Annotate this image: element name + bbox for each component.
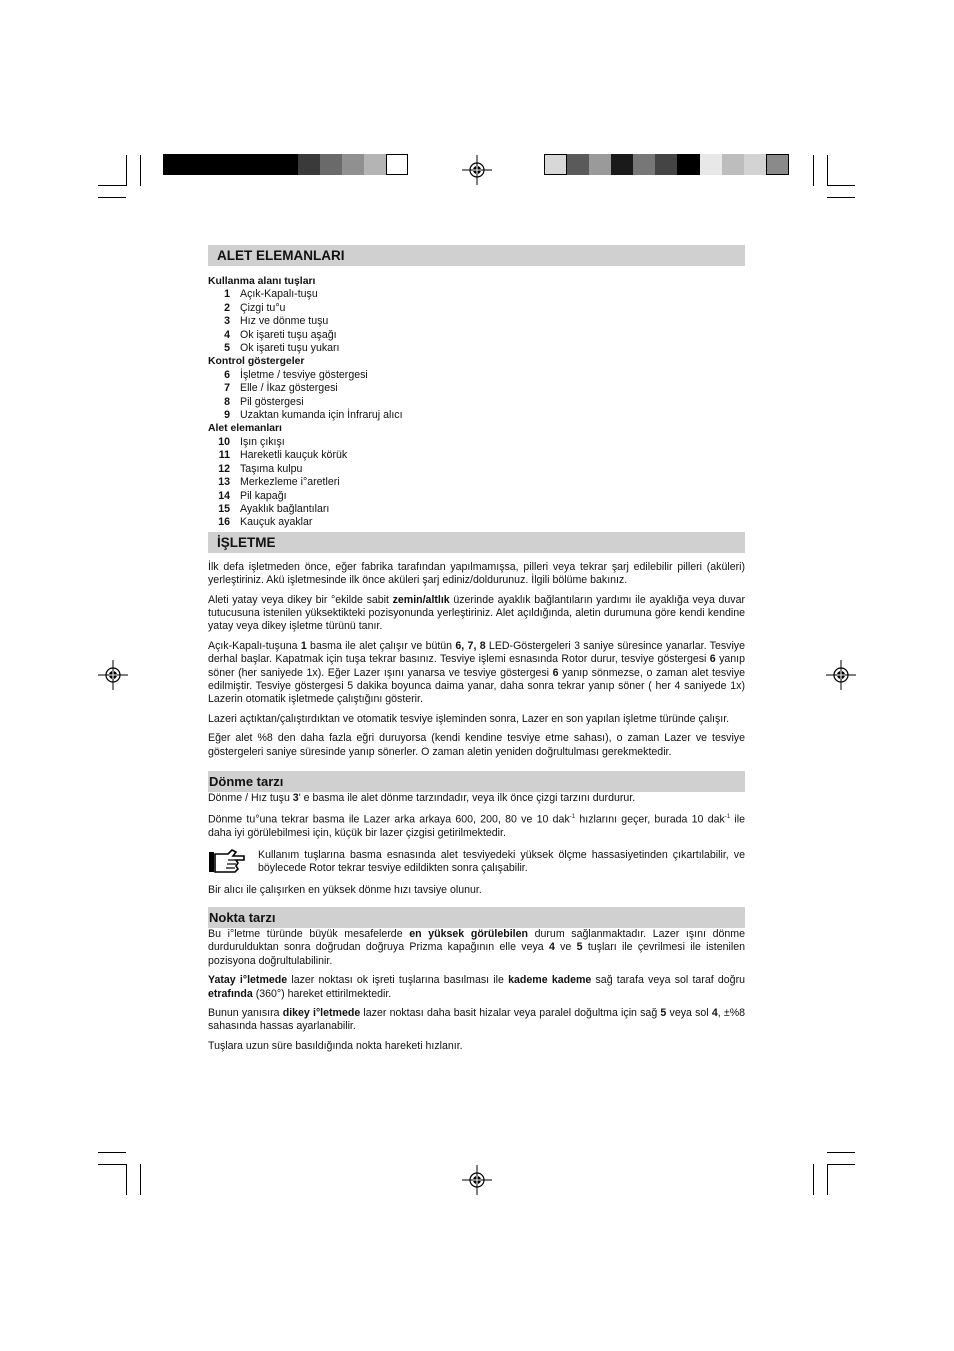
crop-mark (813, 1164, 814, 1195)
paragraph: Açık-Kapalı-tuşuna 1 basma ile alet çalışır ve bütün 6, 7, 8 LED-Göstergeleri 3 saniye süresince yanarlar. Tesviye derhal başlar. Kapatmak için tuşa tekrar basınız. Tesviye işlemi esnasında Rotor durur, tesviye göstergesi 6 yanıp söner (her saniyede 1x). Eğer Lazer ışını yanarsa ve tesviye göstergesi 6 yanıp sönmezse, o zaman alet tesviye edilmiştir. Tesviye göstergesi 5 dakika boyunca daima yanar, daha sonra tekrar yanıp söner ( her 4 saniyede 1x) Lazerin otomatik işletmede çalıştığını gösterir. (208, 639, 746, 706)
paragraph: Bu i°letme türünde büyük mesafelerde en yüksek görülebilen durum sağlanmaktadır. Lazer ışını dönme durdurulduktan sonra doğrudan doğruya Prizma kapağının elle veya 4 ve 5 tuşları ile çevrilmesi ile istenilen pozisyona doğrultulabilinir. (208, 927, 745, 967)
crop-mark (827, 1164, 828, 1195)
pointing-hand-icon (208, 848, 246, 874)
list-item: 16 Kauçuk ayaklar (218, 516, 313, 529)
crop-mark (827, 155, 828, 186)
color-swatch (722, 154, 744, 175)
list-item: 5 Ok işareti tuşu yukarı (224, 342, 340, 355)
crop-mark (98, 197, 126, 198)
list-item: 14 Pil kapağı (218, 489, 287, 502)
paragraph: Bunun yanısıra dikey i°letmede lazer noktası daha basit hizalar veya paralel doğultma için sağ 5 veya sol 4, ±%8 sahasında hassas ayarlanabilir. (208, 1007, 746, 1033)
paragraph: İlk defa işletmeden önce, eğer fabrika tarafından yapılmamışsa, pilleri veya tekrar şarj edilebilir pilleri (aküleri) yerleştiriniz. Akü işletmesinde ilk önce aküleri şarj ediniz/doldurunuz. İlgili bölüme bakınız. (208, 560, 745, 587)
color-swatch (364, 154, 386, 175)
note-block (208, 847, 745, 876)
list-item: 13 Merkezleme i°aretleri (218, 476, 340, 489)
color-swatch (700, 154, 722, 175)
paragraph: Bir alıcı ile çalışırken en yüksek dönme hızı tavsiye olunur. (208, 883, 482, 896)
registration-mark-icon (462, 1165, 492, 1195)
crop-mark (98, 1164, 126, 1165)
color-swatch (320, 154, 342, 175)
color-swatch (544, 154, 567, 175)
registration-mark-icon (462, 155, 492, 185)
list-item: 1 Açık-Kapalı-tuşu (224, 288, 318, 301)
crop-mark (827, 1152, 855, 1153)
paragraph: Eğer alet %8 den daha fazla eğri duruyorsa (kendi kendine tesviye etme sahası), o zaman Lazer ve tesviye göstergeleri saniye süresinde yanıp sönerler. O zaman aletin yeniden doğrultulması gerekmektedir. (208, 732, 745, 758)
list-item: 12 Taşıma kulpu (218, 462, 303, 475)
color-swatch (386, 154, 408, 175)
list-item: 3 Hız ve dönme tuşu (224, 315, 329, 328)
crop-mark (140, 1164, 141, 1195)
paragraph: Dönme tu°una tekrar basma ile Lazer arka arkaya 600, 200, 80 ve 10 dak$^{-1}$ hızlarını geçer, burada 10 dak$^{-1}$ ile daha iyi görülebilmesi için, küçük bir lazer çizgisi getirilmektedir. (208, 813, 746, 840)
color-swatch (567, 154, 589, 175)
section-heading-nokta: Nokta tarzı (208, 907, 745, 928)
crop-mark (827, 197, 855, 198)
crop-mark (827, 1164, 855, 1165)
list-item: 8 Pil göstergesi (224, 395, 304, 408)
crop-mark (827, 185, 855, 186)
list-item: 4 Ok işareti tuşu aşağı (224, 328, 337, 341)
list-item: 10 Işın çıkışı (218, 435, 285, 448)
crop-mark (813, 155, 814, 186)
color-swatch (298, 154, 320, 175)
list-item: 7 Elle / İkaz göstergesi (224, 382, 338, 395)
crop-mark (140, 155, 141, 186)
list-item: 2 Çizgi tu°u (224, 301, 286, 314)
section-heading-donme: Dönme tarzı (208, 771, 745, 792)
color-swatch (655, 154, 677, 175)
note-text: Kullanım tuşlarına basma esnasında alet tesviyedeki yüksek ölçme hassasiyetinden çıkartılabilir, ve böylecede Rotor tekrar tesviye edildikten sonra çalışabilir. (258, 848, 745, 875)
list-item: 6 İşletme / tesviye göstergesi (224, 368, 368, 381)
crop-mark (126, 155, 127, 186)
section-heading-alet: ALET ELEMANLARI (208, 245, 745, 266)
paragraph: Yatay i°letmede lazer noktası ok işreti tuşlarına basılması ile kademe kademe sağ tarafa veya sol taraf doğru etrafında (360°) hareket ettirilmektedir. (208, 974, 745, 1000)
list-item: 11 Hareketli kauçuk körük (218, 449, 348, 462)
crop-mark (126, 1164, 127, 1195)
crop-mark (98, 185, 126, 186)
registration-mark-icon (98, 660, 128, 690)
list-item: 15 Ayaklık bağlantıları (218, 502, 330, 515)
color-swatch (766, 154, 789, 175)
color-swatch (633, 154, 655, 175)
list-item: 9 Uzaktan kumanda için İnfraruj alıcı (224, 409, 403, 422)
color-bar-black (163, 154, 298, 175)
color-swatch (611, 154, 633, 175)
paragraph: Tuşlara uzun süre basıldığında nokta hareketi hızlanır. (208, 1039, 463, 1052)
group-label: Alet elemanları (208, 423, 282, 435)
color-swatch (744, 154, 766, 175)
crop-mark (98, 1152, 126, 1153)
color-swatch (589, 154, 611, 175)
paragraph: Dönme / Hız tuşu 3' e basma ile alet dönme tarzındadır, veya ilk önce çizgi tarzını durdurur. (208, 792, 636, 804)
color-swatch (342, 154, 364, 175)
paragraph: Lazeri açtıktan/çalıştırdıktan ve otomatik tesviye işleminden sonra, Lazer en son yapılan işletme türünde çalışır. (208, 712, 730, 725)
group-label: Kullanma alanı tuşları (208, 276, 316, 287)
color-swatch (677, 154, 700, 175)
section-heading-isletme: İŞLETME (208, 532, 745, 553)
group-label: Kontrol göstergeler (208, 356, 305, 368)
registration-mark-icon (826, 660, 856, 690)
page-content (208, 245, 745, 1053)
paragraph: Aleti yatay veya dikey bir °ekilde sabit zemin/altlık üzerinde ayaklık bağlantıların yardımı ile ayaklığa veya duvar tutucusuna istenilen yüksektikteki pozisyonunda yerleştiriniz. Alet açıldığında, aletin durumuna göre kendi kendine yatay veya dikey işletme türünü tanır. (208, 593, 745, 633)
